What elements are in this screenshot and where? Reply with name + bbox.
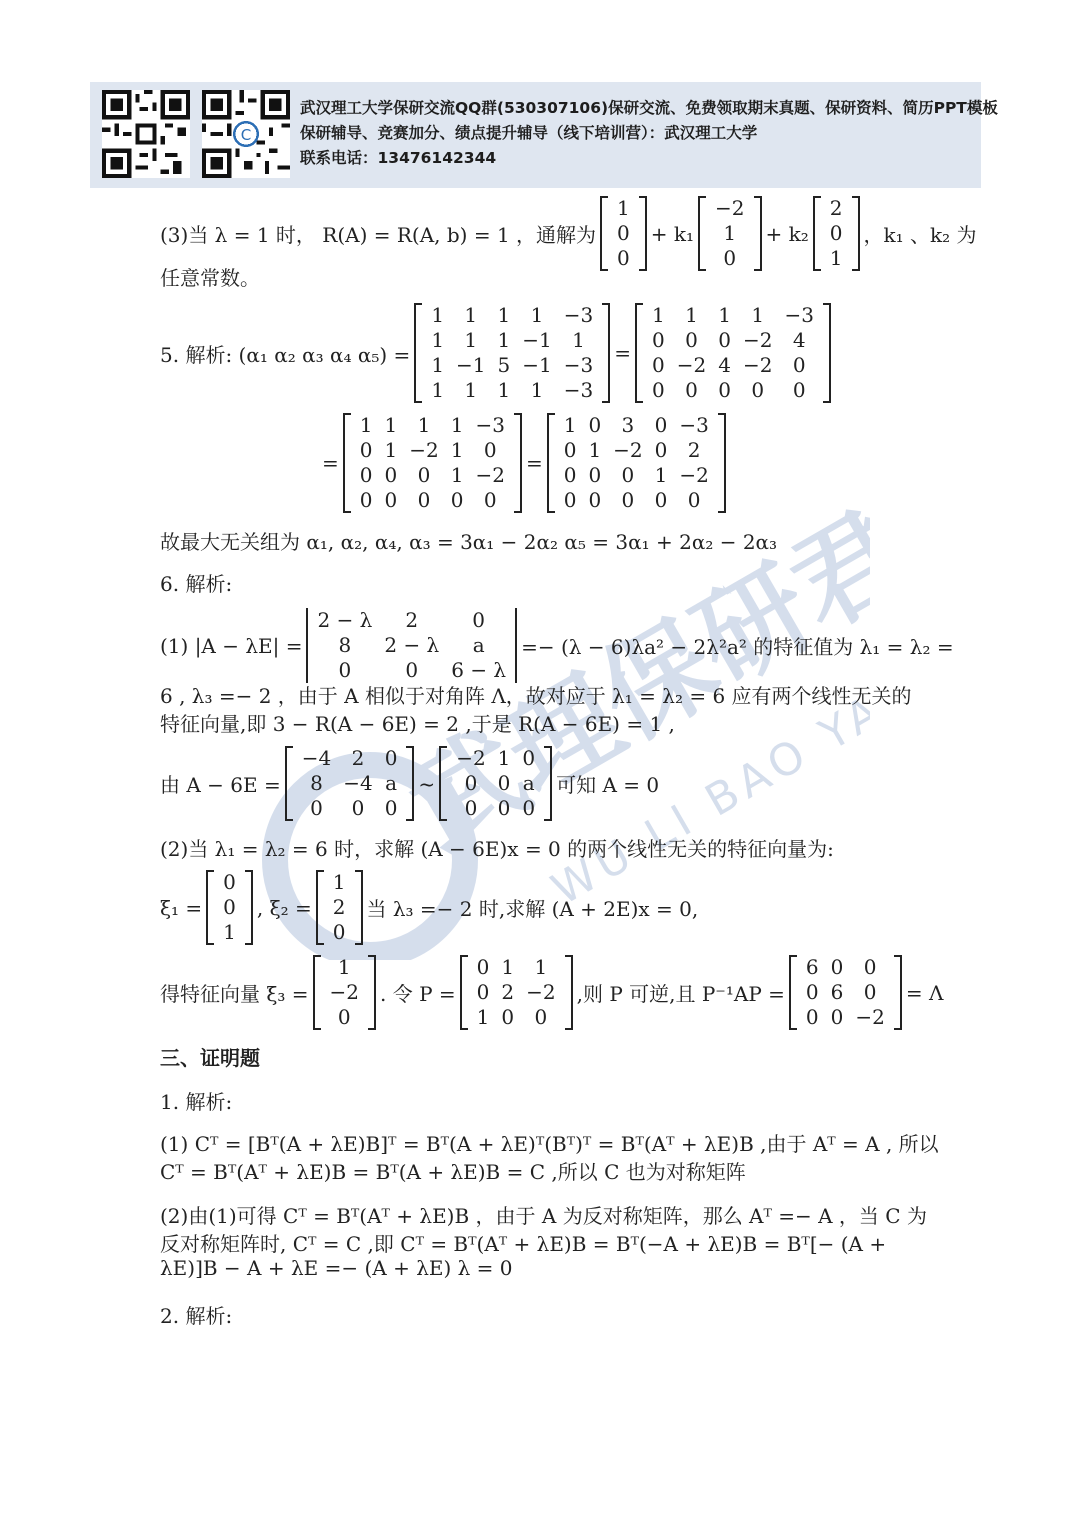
question6-part1-row4 — [160, 746, 659, 821]
matrix-cell: 1 — [450, 413, 464, 437]
matrix-cell: 0 — [359, 488, 373, 512]
reduction-result: 可知 A = 0 — [556, 773, 660, 797]
matrix-cell: 6 — [805, 955, 819, 979]
matrix-6a — [285, 746, 415, 821]
qq-group-qr-code — [202, 90, 290, 178]
p-label: . 令 P = — [380, 982, 456, 1006]
matrix-cell: 4 — [792, 328, 806, 352]
question6-part1-row1 — [160, 608, 954, 683]
question6-label: 6. 解析: — [160, 572, 233, 596]
matrix-5c — [343, 413, 522, 513]
matrix-cell: 0 — [464, 771, 478, 795]
matrix-cell: 6 — [830, 980, 844, 1004]
matrix-cell: 0 — [588, 413, 602, 437]
matrix-cell: 1 — [332, 870, 346, 894]
matrix-cell: 0 — [338, 658, 352, 682]
banner-line-1: 武汉理工大学保研交流QQ群(530307106)保研交流、免费领取期末真题、保研资料、简历PPT模板 — [300, 99, 998, 117]
matrix-cell: 0 — [621, 463, 635, 487]
proof1-part1-line2: Cᵀ = Bᵀ(Aᵀ + λE)B = Bᵀ(A + λE)B = C ,所以 C 也为对称矩阵 — [160, 1160, 746, 1184]
matrix-cell: 0 — [830, 1005, 844, 1029]
matrix-cell: 1 — [829, 246, 843, 270]
matrix-cell: 0 — [718, 328, 731, 352]
matrix-cell: −2 — [742, 328, 773, 352]
matrix-cell: 1 — [501, 955, 515, 979]
wechat-qr-code — [102, 90, 190, 178]
matrix-cell: 0 — [652, 353, 665, 377]
matrix-cell: −1 — [522, 353, 552, 377]
matrix-cell: 2 — [687, 438, 701, 462]
matrix-cell: 0 — [588, 488, 602, 512]
matrix-6b — [439, 746, 552, 821]
matrix-cell: 0 — [617, 221, 630, 245]
matrix-5a — [414, 303, 610, 403]
matrix-cell: 0 — [384, 796, 398, 820]
matrix-cell: 0 — [718, 378, 731, 402]
matrix-cell: 2 − λ — [384, 633, 440, 657]
matrix-cell: 0 — [501, 1005, 515, 1029]
proof1-part2-line3: λE)]B − A + λE =− (A + λE) λ = 0 — [160, 1256, 513, 1280]
matrix-cell: 1 — [359, 413, 373, 437]
characteristic-polynomial: =− (λ − 6)λa² − 2λ²a² 的特征值为 λ₁ = λ₂ = — [521, 635, 954, 659]
matrix-cell: −4 — [301, 746, 332, 770]
matrix-cell: 0 — [829, 221, 843, 245]
matrix-cell: 2 — [501, 980, 515, 1004]
matrix-cell: 1 — [384, 438, 398, 462]
matrix-cell: −3 — [563, 353, 594, 377]
matrix-cell: −1 — [522, 328, 552, 352]
part3-text: (3)当 λ = 1 时， R(A) = R(A, b) = 1 ，通解为 — [160, 223, 597, 247]
question5-conclusion: 故最大无关组为 α₁, α₂, α₄, α₃ = 3α₁ − 2α₂ α₅ = 3α₁ + 2α₂ − 2α₃ — [160, 530, 778, 554]
matrix-cell: 1 — [337, 955, 351, 979]
matrix-cell: 0 — [472, 608, 486, 632]
part3-k1: + k₁ — [650, 221, 695, 246]
vector-v1 — [698, 196, 761, 271]
matrix-cell: 2 — [405, 608, 419, 632]
proof1-part1-line1: (1) Cᵀ = [Bᵀ(A + λE)B]ᵀ = Bᵀ(A + λE)ᵀ(Bᵀ)ᵀ = Bᵀ(Aᵀ + λE)B ,由于 Aᵀ = A , 所以 — [160, 1132, 939, 1156]
matrix-5d — [547, 413, 726, 513]
matrix-cell: 0 — [417, 463, 431, 487]
matrix-cell: −4 — [343, 771, 373, 795]
matrix-cell: 1 — [417, 413, 431, 437]
matrix-cell: 0 — [483, 438, 497, 462]
matrix-cell: 0 — [563, 463, 577, 487]
matrix-cell: 0 — [654, 488, 668, 512]
matrix-cell: −2 — [855, 1005, 885, 1029]
matrix-cell: −2 — [679, 463, 709, 487]
matrix-lambda — [789, 955, 902, 1030]
matrix-cell: 1 — [384, 413, 398, 437]
matrix-cell: 0 — [359, 438, 373, 462]
matrix-cell: 0 — [223, 870, 236, 894]
question6-part1-row2: 6 , λ₃ =− 2 ，由于 A 相似于对角阵 Λ，故对应于 λ₁ = λ₂ = 6 应有两个线性无关的 — [160, 684, 912, 708]
proof1-label: 1. 解析: — [160, 1090, 233, 1114]
matrix-cell: 0 — [522, 746, 536, 770]
matrix-cell: 2 — [332, 895, 346, 919]
matrix-cell: 0 — [863, 980, 877, 1004]
matrix-cell: 1 — [572, 328, 585, 352]
matrix-cell: 0 — [652, 378, 665, 402]
matrix-cell: 0 — [563, 438, 577, 462]
header-banner — [90, 82, 998, 188]
equals-sign: = — [322, 451, 339, 475]
matrix-cell: 1 — [497, 746, 511, 770]
matrix-cell: 0 — [450, 488, 464, 512]
matrix-cell: 1 — [497, 328, 511, 352]
matrix-cell: 1 — [588, 438, 602, 462]
matrix-cell: −3 — [784, 303, 814, 327]
matrix-cell: 0 — [476, 955, 490, 979]
matrix-cell: 1 — [431, 378, 445, 402]
matrix-cell: 1 — [497, 378, 511, 402]
matrix-cell: 0 — [534, 1005, 548, 1029]
matrix-cell: 1 — [464, 303, 478, 327]
matrix-5b — [635, 303, 831, 403]
proof1-part2-line1: (2)由(1)可得 Cᵀ = Bᵀ(Aᵀ + λE)B ，由于 A 为反对称矩阵，那么 Aᵀ =− A ，当 C 为 — [160, 1204, 927, 1228]
eigenvectors-row — [160, 870, 698, 945]
matrix-cell: −3 — [563, 378, 594, 402]
matrix-cell: −2 — [613, 438, 643, 462]
matrix-cell: 0 — [337, 1005, 351, 1029]
matrix-cell: 0 — [464, 796, 478, 820]
matrix-cell: −2 — [456, 746, 486, 770]
matrix-cell: 0 — [522, 796, 536, 820]
matrix-cell: 0 — [384, 463, 398, 487]
matrix-cell: 1 — [534, 955, 548, 979]
matrix-cell: 0 — [792, 378, 806, 402]
matrix-cell: 5 — [497, 353, 511, 377]
matrix-cell: 0 — [621, 488, 635, 512]
question5-label: 5. 解析: (α₁ α₂ α₃ α₄ α₅) = — [160, 342, 411, 367]
matrix-cell: 0 — [805, 1005, 819, 1029]
watermark-title: 武理保研君 — [388, 487, 870, 874]
matrix-cell: 2 — [829, 196, 843, 220]
question6-part2: (2)当 λ₁ = λ₂ = 6 时，求解 (A − 6E)x = 0 的两个线性无关的特征向量为: — [160, 837, 834, 861]
determinant-matrix — [306, 608, 517, 683]
matrix-cell: 6 − λ — [451, 658, 507, 682]
matrix-cell: 1 — [223, 920, 236, 944]
lambda-result: = Λ — [905, 980, 944, 1005]
matrix-cell: 1 — [450, 438, 464, 462]
matrix-cell: −1 — [456, 353, 486, 377]
question6-part1-row3: 特征向量,即 3 − R(A − 6E) = 2 ,于是 R(A − 6E) = 1 , — [160, 712, 675, 736]
matrix-cell: 1 — [530, 378, 544, 402]
matrix-cell: 0 — [588, 463, 602, 487]
matrix-cell: 0 — [417, 488, 431, 512]
section3-heading: 三、证明题 — [160, 1046, 260, 1070]
matrix-cell: 0 — [830, 955, 844, 979]
matrix-cell: 4 — [718, 353, 731, 377]
vector-xi1 — [206, 870, 253, 945]
matrix-cell: 0 — [359, 463, 373, 487]
matrix-p — [460, 955, 573, 1030]
matrix-cell: 2 — [351, 746, 365, 770]
matrix-cell: a — [522, 771, 535, 795]
matrix-cell: 8 — [338, 633, 352, 657]
matrix-cell: −2 — [329, 980, 359, 1004]
matrix-cell: 0 — [805, 980, 819, 1004]
matrix-cell: −2 — [715, 196, 745, 220]
matrix-cell: 0 — [351, 796, 365, 820]
vector-xi2 — [316, 870, 363, 945]
proof1-part2-line2: 反对称矩阵时, Cᵀ = C ,即 Cᵀ = Bᵀ(Aᵀ + λE)B = Bᵀ(−A + λE)B = Bᵀ[− (A + — [160, 1232, 887, 1256]
matrix-cell: 1 — [652, 303, 665, 327]
matrix-cell: 0 — [384, 746, 398, 770]
matrix-cell: 0 — [654, 438, 668, 462]
matrix-cell: 1 — [464, 328, 478, 352]
banner-text — [300, 96, 998, 171]
vector-xi3 — [313, 955, 376, 1030]
matrix-cell: 1 — [654, 463, 668, 487]
similar-sign: ~ — [418, 771, 436, 796]
banner-line-2: 保研辅导、竞赛加分、绩点提升辅导（线下培训营）：武汉理工大学 — [300, 124, 758, 142]
matrix-cell: 1 — [497, 303, 511, 327]
matrix-cell: 2 − λ — [317, 608, 373, 632]
matrix-cell: 3 — [621, 413, 635, 437]
part3-line2: 任意常数。 — [160, 266, 260, 290]
question5-row1 — [160, 303, 835, 403]
part3-k2: + k₂ — [765, 221, 809, 246]
matrix-cell: 1 — [685, 303, 698, 327]
matrix-cell: −3 — [563, 303, 594, 327]
matrix-cell: −3 — [475, 413, 505, 437]
matrix-cell: 0 — [405, 658, 419, 682]
matrix-cell: 1 — [431, 328, 445, 352]
matrix-cell: 0 — [685, 328, 698, 352]
xi2-label: , ξ₂ = — [256, 895, 312, 920]
matrix-cell: 1 — [718, 303, 731, 327]
part3-tail: ，k₁ 、k₂ 为 — [863, 223, 977, 247]
matrix-cell: 0 — [563, 488, 577, 512]
matrix-cell: −2 — [409, 438, 439, 462]
lambda3-text: 当 λ₃ =− 2 时,求解 (A + 2E)x = 0, — [366, 897, 699, 921]
matrix-cell: −2 — [475, 463, 505, 487]
matrix-cell: 0 — [751, 378, 765, 402]
matrix-cell: 1 — [530, 303, 544, 327]
matrix-cell: 0 — [497, 771, 511, 795]
matrix-cell: 1 — [476, 1005, 490, 1029]
matrix-cell: 1 — [563, 413, 577, 437]
matrix-cell: 0 — [384, 488, 398, 512]
matrix-cell: 0 — [497, 796, 511, 820]
matrix-cell: 0 — [483, 488, 497, 512]
matrix-cell: 1 — [751, 303, 765, 327]
diagonalization-row — [160, 955, 943, 1030]
matrix-cell: 0 — [332, 920, 346, 944]
equals-sign: = — [614, 341, 631, 365]
matrix-cell: 0 — [617, 246, 630, 270]
matrix-cell: 1 — [464, 378, 478, 402]
matrix-cell: 1 — [723, 221, 737, 245]
svg-text:C: C — [240, 125, 252, 144]
matrix-cell: 0 — [223, 895, 236, 919]
matrix-cell: a — [385, 771, 398, 795]
matrix-cell: 0 — [654, 413, 668, 437]
xi3-label: 得特征向量 ξ₃ = — [160, 982, 309, 1006]
matrix-cell: −2 — [676, 353, 707, 377]
question5-row2 — [322, 413, 730, 513]
xi1-label: ξ₁ = — [160, 895, 203, 920]
matrix-cell: −2 — [742, 353, 773, 377]
matrix-cell: 0 — [723, 246, 737, 270]
reduction-label: 由 A − 6E = — [160, 773, 281, 797]
matrix-cell: 0 — [863, 955, 877, 979]
matrix-cell: 1 — [431, 303, 445, 327]
matrix-cell: a — [472, 633, 485, 657]
matrix-cell: 0 — [652, 328, 665, 352]
matrix-cell: 8 — [310, 771, 323, 795]
matrix-cell: 0 — [476, 980, 490, 1004]
matrix-cell: 1 — [450, 463, 464, 487]
vector-v2 — [813, 196, 860, 271]
matrix-cell: 1 — [617, 196, 630, 220]
banner-line-3: 联系电话：13476142344 — [300, 149, 497, 167]
matrix-cell: −2 — [526, 980, 556, 1004]
matrix-cell: 0 — [685, 378, 698, 402]
matrix-cell: 0 — [310, 796, 323, 820]
similarity-text: ,则 P 可逆,且 P⁻¹AP = — [576, 982, 785, 1006]
equals-sign: = — [525, 451, 543, 475]
determinant-label: (1) |A − λE| = — [160, 633, 303, 658]
matrix-cell: 0 — [792, 353, 806, 377]
vector-v0 — [600, 196, 647, 271]
part3-equation — [160, 196, 977, 271]
watermark-subtitle: WU LI BAO YAN — [543, 664, 870, 916]
proof2-label: 2. 解析: — [160, 1304, 233, 1328]
matrix-cell: 0 — [687, 488, 701, 512]
matrix-cell: 1 — [431, 353, 445, 377]
matrix-cell: −3 — [679, 413, 709, 437]
